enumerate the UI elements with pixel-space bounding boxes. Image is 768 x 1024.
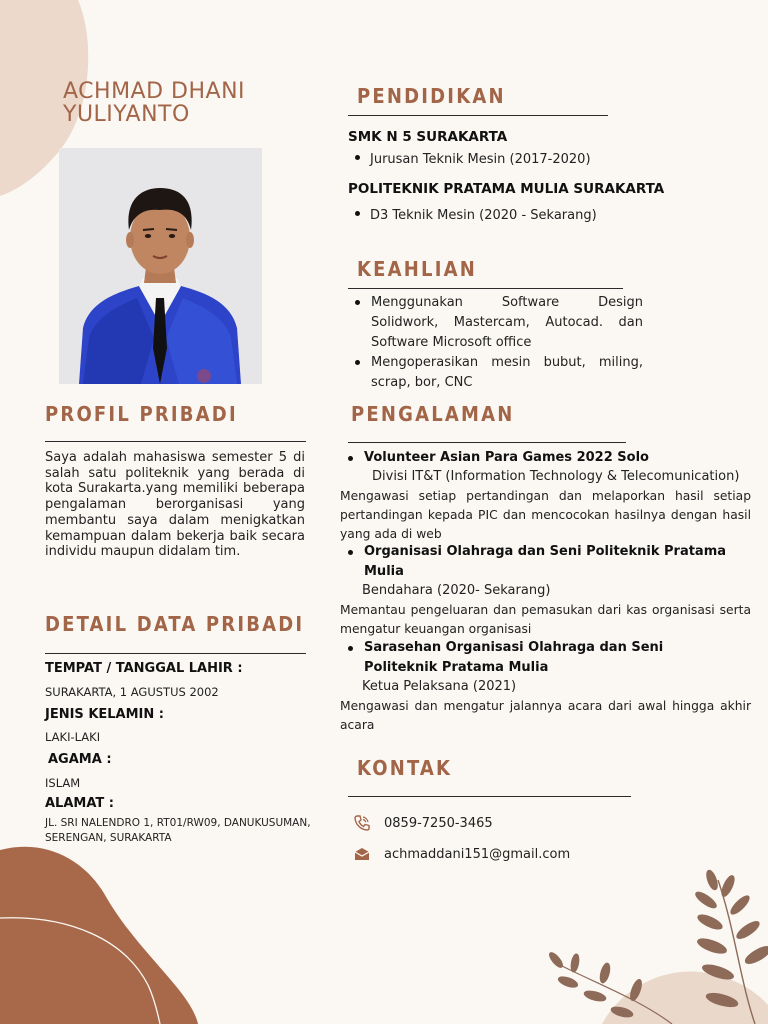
education-detail-text: Jurusan Teknik Mesin (2017-2020) [370,152,591,167]
experience-desc-3: Mengawasi dan mengatur jalannya acara dari awal hingga akhir acara [340,699,751,732]
contact-phone[interactable] [352,815,493,831]
bullet-icon [355,155,360,160]
bullet-icon [348,550,353,555]
gender-value: LAKI-LAKI [45,730,101,744]
personal-details-heading: DETAIL DATA PRIBADI [45,612,305,636]
education-school-1: SMK N 5 SURAKARTA [348,129,508,145]
profile-heading: PROFIL PRIBADI [45,402,238,426]
education-school-2: POLITEKNIK PRATAMA MULIA SURAKARTA [348,181,665,197]
experience-desc-2: Memantau pengeluaran dan pemasukan dari kas organisasi serta mengatur keuangan organisasi [340,603,751,636]
gender-label: JENIS KELAMIN : [45,707,164,722]
bullet-icon [355,300,360,305]
bullet-icon [348,646,353,651]
personal-details-divider [45,653,306,654]
email-address: achmaddani151@gmail.com [384,846,571,862]
education-heading: PENDIDIKAN [357,84,506,108]
experience-title-3 [348,638,738,678]
birth-value: SURAKARTA, 1 AGUSTUS 2002 [45,685,219,699]
experience-role-2: Bendahara (2020- Sekarang) [362,583,551,598]
address-label: ALAMAT : [45,796,114,811]
skills-divider [348,288,623,289]
experience-role-3: Ketua Pelaksana (2021) [362,679,517,694]
phone-number: 0859-7250-3465 [384,815,493,831]
bullet-icon [355,360,360,365]
experience-role-1: Divisi IT&T (Information Technology & Telecomunication) [372,469,740,484]
skills-heading: KEAHLIAN [357,257,477,281]
envelope-icon [352,846,372,862]
experience-title-2 [348,542,728,582]
experience-title-text: Volunteer Asian Para Games 2022 Solo [364,450,649,465]
experience-title-text: Organisasi Olahraga dan Seni Politeknik Pratama Mulia [364,544,727,579]
skill-item-1 [355,293,643,353]
education-detail-1 [355,152,591,167]
phone-icon [352,815,372,831]
skill-item-2 [355,353,643,393]
birth-label: TEMPAT / TANGGAL LAHIR : [45,661,243,676]
profile-text: Saya adalah mahasiswa semester 5 di salah satu politeknik yang berada di kota Surakarta.yang memiliki beberapa pengalaman berorganisasi yang membantu saya dalam menigkatkan kemampuan dalam bekerja baik secara individu maupun didalam tim. [45,450,305,560]
bullet-icon [348,456,353,461]
experience-divider [348,442,626,443]
skill-text: Mengoperasikan mesin bubut, miling, scrap, bor, CNC [371,355,643,390]
education-detail-2 [355,208,597,223]
skill-text: Menggunakan Software Design Solidwork, Mastercam, Autocad. dan Software Microsoft office [371,295,643,350]
candidate-name: ACHMAD DHANI YULIYANTO [63,79,246,127]
profile-photo [59,148,262,384]
experience-desc-1: Mengawasi setiap pertandingan dan melaporkan hasil setiap pertandingan kepada PIC dan mencocokan hasilnya dengan hasil yang ada di web [340,489,751,541]
experience-title-text: Sarasehan Organisasi Olahraga dan Seni Politeknik Pratama Mulia [364,640,664,675]
education-divider [348,115,608,116]
experience-title-1 [348,448,748,468]
religion-value: ISLAM [45,776,81,790]
bottom-left-blob [0,847,198,1024]
experience-heading: PENGALAMAN [351,402,515,426]
address-value: JL. SRI NALENDRO 1, RT01/RW09, DANUKUSUMAN, SERENGAN, SURAKARTA [45,817,311,844]
contact-divider [348,796,631,797]
bullet-icon [355,211,360,216]
profile-divider [45,441,306,442]
religion-label: AGAMA : [48,752,112,767]
contact-email[interactable] [352,846,570,862]
education-detail-text: D3 Teknik Mesin (2020 - Sekarang) [370,208,597,223]
contact-heading: KONTAK [357,756,453,780]
